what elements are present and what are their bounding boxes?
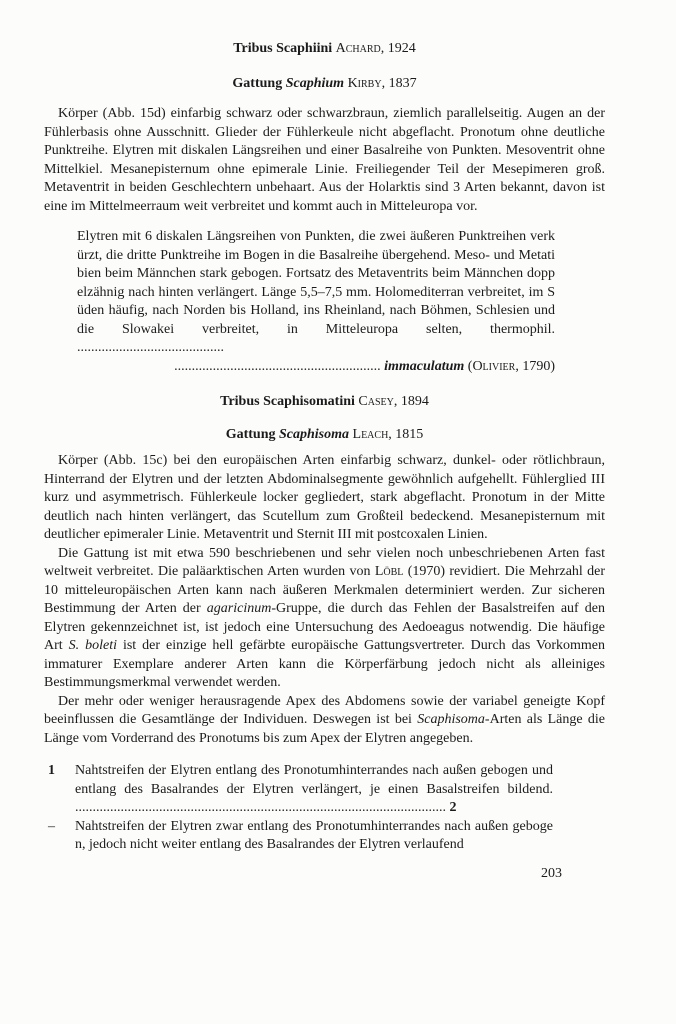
key-item-text: Nahtstreifen der Elytren zwar entlang des Pronotumhinterrandes nach außen gebogen, jedoch nicht weiter entlang des Basalrandes der Elytren verlaufend [75, 818, 553, 852]
scaphisoma-measurement-paragraph: Der mehr oder weniger herausragende Apex des Abdomens sowie der variabel geneigte Kopf beeinflussen die Gesamtlänge der Individuen. Deswegen ist bei Scaphisoma-Arten als Länge die Länge vom Vorderrand des Pronotums bis zum Apex der Elytren angegeben. [44, 693, 605, 746]
tribus-scaphisomatini-heading: Tribus Scaphisomatini Casey, 1894 [220, 394, 429, 409]
scaphium-description-paragraph: Körper (Abb. 15d) einfarbig schwarz oder schwarzbraun, ziemlich parallelseitig. Augen an der Fühlerbasis ohne Ausschnitt. Glieder der Fühlerkeule nicht abgeflacht. Pronotum ohne deutliche Punktreihe. Elytren mit diskalen Längsreihen und einer Basalreihe von Punkten. Mesoventrit ohne Mittelkiel. Mesanepisternum ohne epimerale Linie. Freiliegender Teil der Mesepimeren groß. Metaventrit in beiden Geschlechtern unbehaart. Aus der Holarktis sind 3 Arten bekannt, davon ist eine im Mittelmeerraum weit verbreitet und kommt auch in Mitteleuropa vor. [44, 106, 605, 214]
determination-key [44, 762, 605, 855]
tribus-scaphiini-heading: Tribus Scaphiini Achard, 1924 [233, 41, 416, 56]
species-entry-immaculatum [77, 228, 555, 376]
species-description-text: Elytren mit 6 diskalen Längsreihen von Punkten, die zwei äußeren Punktreihen verkürzt, die dritte Punktreihe im Bogen in die Basalreihe übergehend. Meso- und Metatibien beim Männchen stark gebogen. Fortsatz des Metaventrits beim Männchen doppelzähnig nach hinten verlängert. Länge 5,5–7,5 mm. Holomediterran verbreitet, im Süden häufig, nach Norden bis Holland, ins Rheinland, nach Böhmen, Schlesien und die Slowakei verbreitet, in Mitteleuropa selten, thermophil. .......................................... [77, 229, 555, 355]
page-number: 203 [541, 865, 562, 881]
key-item-marker: – [48, 818, 55, 834]
scaphisoma-genus-notes-paragraph: Die Gattung ist mit etwa 590 beschriebenen und sehr vielen noch unbeschriebenen Arten fast weltweit verbreitet. Die paläarktischen Arten wurden von Löbl (1970) revidiert. Die Mehrzahl der 10 mitteleuropäischen Arten kann nach äußeren Merkmalen determiniert werden. Zur sicheren Bestimmung der Arten der agaricinum-Gruppe, die durch das Fehlen der Basalstreifen auf den Elytren gekennzeichnet ist, ist jedoch eine Untersuchung des Aedoeagus notwendig. Die häufige Art S. boleti ist der einzige hell gefärbte europäische Gattungsvertreter. Durch das Vorkommen immaturer Exemplare anderer Arten kann die Körperfärbung jedoch nicht als alleiniges Bestimmungsmerkmal verwendet werden. [44, 545, 605, 690]
scaphisoma-description-paragraph: Körper (Abb. 15c) bei den europäischen Arten einfarbig schwarz, dunkel- oder rötlichbraun, Hinterrand der Elytren und der letzten Abdominalsegmente gewöhnlich aufgehellt. Fühlerglied III kurz und asymmetrisch. Fühlerkeule locker gegliedert, stark abgeflacht. Pronotum in der Mitte deutlich nach hinten verlängert, das Scutellum zum Großteil bedeckend. Mesanepisternum mit deutlicher epimeraler Linie. Metaventrit und Sternit III mit postcoxalen Linien. [44, 453, 605, 542]
key-item-alt [44, 818, 605, 855]
species-reference-line: ........................................................... immaculatum (Olivier, 1790) [174, 358, 555, 374]
key-item-marker: 1 [48, 763, 55, 778]
key-item-text: Nahtstreifen der Elytren entlang des Pronotumhinterrandes nach außen gebogen und entlang des Basalrandes der Elytren verlängert, je einen Basalstreifen bildend. .......................................................................................................... 2 [75, 763, 553, 815]
key-item-1 [44, 762, 605, 818]
gattung-scaphisoma-heading: Gattung Scaphisoma Leach, 1815 [225, 426, 424, 442]
gattung-scaphium-heading: Gattung Scaphium Kirby, 1837 [232, 75, 417, 91]
